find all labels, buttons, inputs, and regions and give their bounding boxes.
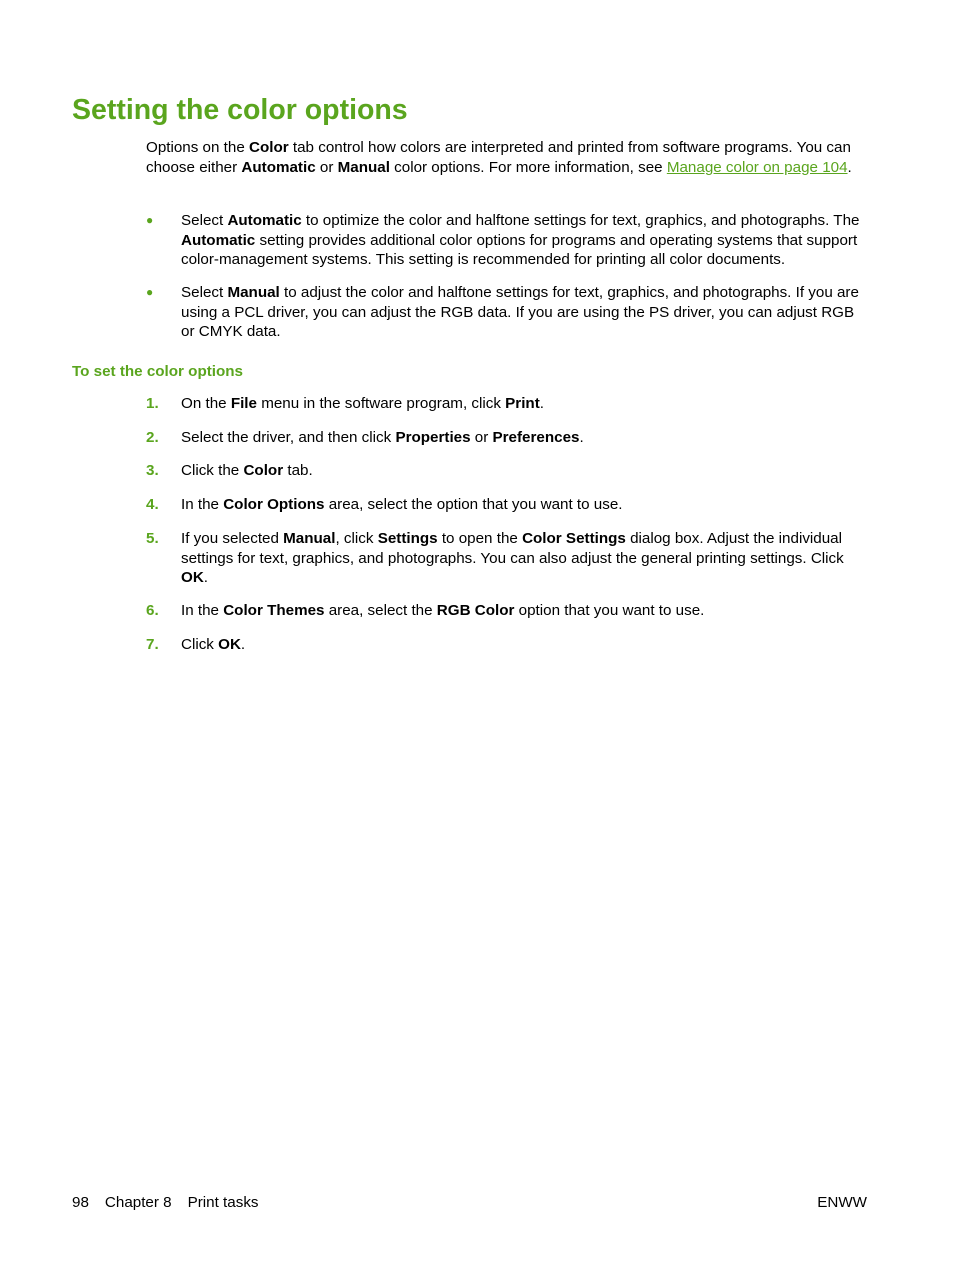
step-text-run: On the: [181, 395, 231, 412]
step-text: [181, 529, 868, 588]
intro-text: tab control how colors are interpreted and printed from software programs. You can choose either: [146, 139, 851, 176]
intro-paragraph: [146, 138, 868, 177]
step-text-run: area, select the option that you want to use.: [324, 496, 623, 513]
step-text-run: If you selected: [181, 530, 284, 547]
step-text-run: tab.: [283, 462, 313, 479]
intro-text: color options. For more information, see: [389, 158, 667, 176]
step-text-run: or: [470, 429, 493, 446]
bullet-text-run: Select: [181, 212, 228, 229]
intro-text: Options on the: [146, 139, 250, 156]
step-text: [181, 495, 868, 515]
step-number: 1.: [146, 395, 159, 412]
step-text-run: In the: [181, 602, 224, 619]
step-text-run: dialog box. Adjust the individual settings for text, graphics, and photographs. You can also adjust the general printing settings. Click: [181, 530, 844, 567]
intro-bold-automatic: Automatic: [241, 158, 316, 176]
step-bold: File: [230, 395, 257, 412]
chapter-label: Chapter 8: [104, 1194, 172, 1211]
footer-right-label: ENWW: [817, 1194, 867, 1211]
step-bold: Print: [505, 395, 540, 412]
step-bold: OK: [218, 636, 241, 653]
bullet-text-run: to adjust the color and halftone settings for text, graphics, and photographs. If you are using a PCL driver, you can adjust the RGB data. If you are using the PS driver, you can adjust RGB or CMYK data.: [181, 284, 859, 341]
step-bold: Settings: [377, 530, 438, 547]
step-text: [181, 461, 868, 481]
chapter-title: Print tasks: [187, 1194, 259, 1211]
step-bold: Color Options: [223, 496, 325, 513]
step-text-run: option that you want to use.: [514, 602, 705, 619]
step-number: 5.: [146, 530, 159, 547]
step-bold: Properties: [395, 429, 471, 446]
bullet-bold: Automatic: [181, 231, 256, 249]
step-text-run: .: [203, 569, 209, 587]
step-bold: Preferences: [492, 429, 580, 446]
step-number: 2.: [146, 429, 159, 446]
step-text-run: In the: [181, 496, 224, 513]
step-text-run: .: [539, 395, 544, 412]
step-number: 6.: [146, 602, 159, 619]
step-text: [181, 394, 868, 414]
step-bold: Color: [243, 462, 284, 479]
bullet-icon: ●: [146, 213, 154, 227]
step-bold: Color Settings: [522, 530, 626, 547]
intro-text: or: [315, 158, 338, 176]
intro-bold-manual: Manual: [337, 158, 390, 176]
step-text-run: Click the: [181, 462, 244, 479]
step-text: [181, 428, 868, 448]
step-text-run: , click: [335, 530, 378, 547]
step-number: 7.: [146, 636, 159, 653]
bullet-text: [181, 283, 868, 342]
step-text-run: .: [240, 636, 246, 653]
step-text: [181, 601, 868, 621]
step-bold: Manual: [283, 530, 336, 547]
step-text-run: menu in the software program, click: [256, 395, 506, 412]
page-title: Setting the color options: [72, 94, 408, 126]
step-text-run: to open the: [437, 530, 523, 547]
step-bold: RGB Color: [436, 602, 515, 619]
page-footer: [72, 1193, 259, 1212]
bullet-bold: Automatic: [227, 212, 302, 229]
step-text-run: Select the driver, and then click: [181, 429, 396, 446]
step-bold: OK: [181, 569, 204, 587]
section-heading: To set the color options: [72, 363, 243, 380]
page-number: 98: [72, 1194, 89, 1211]
bullet-bold: Manual: [227, 284, 280, 301]
step-text: [181, 635, 868, 655]
step-bold: Color Themes: [223, 602, 325, 619]
step-number: 4.: [146, 496, 159, 513]
manage-color-link[interactable]: Manage color on page 104: [666, 158, 848, 176]
bullet-text-run: to optimize the color and halftone settings for text, graphics, and photographs. The: [301, 212, 860, 229]
step-text-run: Click: [181, 636, 219, 653]
intro-bold-color: Color: [249, 139, 289, 156]
bullet-text-run: setting provides additional color options for programs and operating systems that support color-management systems. This setting is recommended for printing all color documents.: [181, 231, 858, 269]
step-text-run: area, select the: [324, 602, 437, 619]
step-text-run: .: [579, 429, 584, 446]
bullet-text: [181, 211, 868, 270]
step-number: 3.: [146, 462, 159, 479]
bullet-text-run: Select: [181, 284, 228, 301]
bullet-icon: ●: [146, 285, 154, 299]
intro-text: .: [847, 158, 852, 176]
